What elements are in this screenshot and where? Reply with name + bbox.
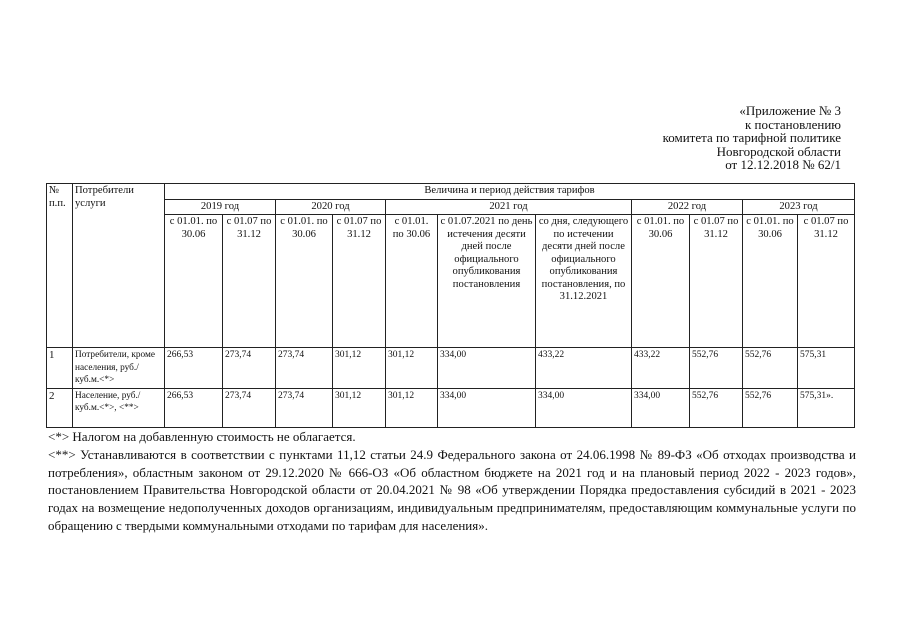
header-period: с 01.01. по 30.06 — [632, 215, 690, 348]
tariff-value: 334,00 — [632, 388, 690, 427]
footnote-legal-basis: <**> Устанавливаются в соответствии с пунктами 11,12 статьи 24.9 Федерального закона от 24.06.1998 № 89-ФЗ «Об отходах производства и потребления», областным законом от 29.12.2020 № 666-ОЗ «Об областном бюджете на 2021 год и на плановый период 2022 - 2023 годов», постановлением Правительства Новгородской области от 20.04.2021 № 98 «Об утверждении Порядка предоставления субсидий в 2021 - 2023 годах на возмещение недополученных доходов организациям, индивидуальным предпринимателям, предоставляющим коммунальные услуги по обращению с твердыми коммунальными отходами по тарифам для населения». — [48, 446, 856, 533]
header-year: 2019 год — [165, 199, 276, 215]
tariff-value: 273,74 — [223, 348, 276, 389]
header-year: 2023 год — [743, 199, 855, 215]
appendix-line: от 12.12.2018 № 62/1 — [725, 157, 841, 172]
tariff-value: 273,74 — [276, 348, 333, 389]
tariff-value: 433,22 — [536, 348, 632, 389]
row-num: 2 — [47, 388, 73, 427]
tariff-value: 273,74 — [276, 388, 333, 427]
header-period: с 01.01. по 30.06 — [743, 215, 798, 348]
header-period: с 01.07 по 31.12 — [333, 215, 386, 348]
tariff-value: 301,12 — [333, 348, 386, 389]
header-period: со дня, следующего по истечении десяти дней после официального опубликования постановления, по 31.12.2021 — [536, 215, 632, 348]
header-year: 2020 год — [276, 199, 386, 215]
appendix-line: «Приложение № 3 — [739, 103, 841, 118]
header-period: с 01.07 по 31.12 — [223, 215, 276, 348]
tariff-value: 266,53 — [165, 348, 223, 389]
header-period: с 01.01. по 30.06 — [165, 215, 223, 348]
appendix-line: комитета по тарифной политике — [662, 130, 841, 145]
tariff-value: 301,12 — [333, 388, 386, 427]
tariff-value: 334,00 — [438, 348, 536, 389]
tariff-value: 301,12 — [386, 388, 438, 427]
tariff-value: 266,53 — [165, 388, 223, 427]
row-consumer: Потребители, кроме населения, руб./куб.м.<*> — [73, 348, 165, 389]
header-consumers: Потребители услуги — [73, 184, 165, 348]
header-num: № п.п. — [47, 184, 73, 348]
header-period: с 01.07.2021 по день истечения десяти дней после официального опубликования постановления — [438, 215, 536, 348]
tariff-value: 552,76 — [690, 348, 743, 389]
tariff-value: 334,00 — [536, 388, 632, 427]
tariff-value: 273,74 — [223, 388, 276, 427]
tariff-value: 575,31». — [798, 388, 855, 427]
header-period: с 01.01. по 30.06 — [276, 215, 333, 348]
tariff-value: 552,76 — [690, 388, 743, 427]
tariff-value: 433,22 — [632, 348, 690, 389]
header-year: 2021 год — [386, 199, 632, 215]
table-year-row — [47, 199, 855, 215]
tariff-table — [46, 183, 855, 428]
table-period-row — [47, 215, 855, 348]
table-header-row — [47, 184, 855, 200]
appendix-header — [541, 104, 841, 172]
header-period: с 01.07 по 31.12 — [690, 215, 743, 348]
row-consumer: Население, руб./куб.м.<*>, <**> — [73, 388, 165, 427]
row-num: 1 — [47, 348, 73, 389]
header-period: с 01.07 по 31.12 — [798, 215, 855, 348]
tariff-value: 552,76 — [743, 388, 798, 427]
header-tariff-span: Величина и период действия тарифов — [165, 184, 855, 200]
footnotes — [48, 428, 856, 535]
tariff-value: 575,31 — [798, 348, 855, 389]
footnote-vat: <*> Налогом на добавленную стоимость не облагается. — [48, 429, 356, 444]
appendix-line: к постановлению — [744, 116, 841, 132]
table-row — [47, 388, 855, 427]
tariff-value: 301,12 — [386, 348, 438, 389]
appendix-line: Новгородской области — [716, 143, 841, 159]
header-year: 2022 год — [632, 199, 743, 215]
table-row — [47, 348, 855, 389]
tariff-value: 334,00 — [438, 388, 536, 427]
tariff-value: 552,76 — [743, 348, 798, 389]
header-period: с 01.01. по 30.06 — [386, 215, 438, 348]
